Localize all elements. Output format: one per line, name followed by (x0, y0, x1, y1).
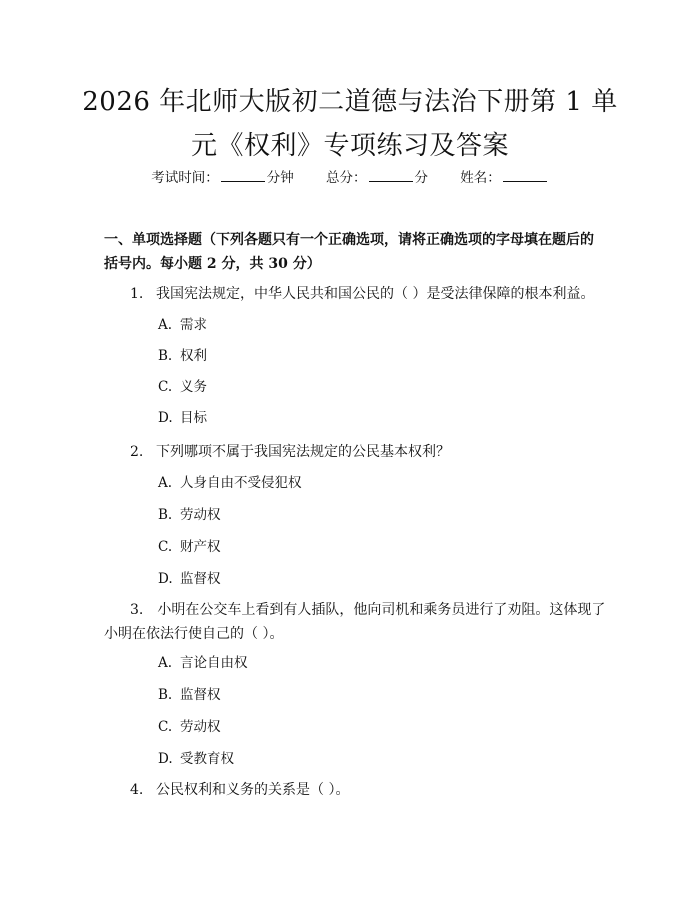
option-text: 监督权 (180, 687, 221, 703)
exam-info-line (0, 168, 700, 188)
option-text: 财产权 (180, 539, 221, 555)
question-2-option-a (158, 472, 302, 494)
option-letter: C. (158, 539, 173, 555)
question-number: 4. (130, 782, 144, 798)
question-1 (130, 282, 610, 306)
question-2 (130, 440, 610, 464)
question-3-option-b (158, 684, 221, 706)
option-letter: B. (158, 507, 173, 523)
option-text: 劳动权 (180, 507, 221, 523)
total-score-field (326, 168, 428, 188)
option-letter: A. (158, 317, 173, 333)
question-2-option-b (158, 504, 221, 526)
option-text: 权利 (180, 348, 207, 364)
question-3-option-d (158, 748, 234, 770)
option-letter: D. (158, 571, 173, 587)
option-text: 人身自由不受侵犯权 (180, 475, 302, 491)
question-2-option-d (158, 568, 221, 590)
question-3-option-a (158, 652, 248, 674)
question-4 (130, 778, 610, 802)
question-1-option-a (158, 314, 207, 336)
name-label: 姓名： (460, 170, 501, 186)
question-text: 小明在公交车上看到有人插队，他向司机和乘务员进行了劝阻。这体现了小明在依法行使自己的（ ）。 (104, 602, 606, 642)
total-score-label: 总分： (326, 170, 367, 186)
option-text: 义务 (180, 379, 207, 395)
question-number: 2. (130, 444, 144, 460)
question-1-option-d (158, 407, 207, 429)
question-text: 公民权利和义务的关系是（ ）。 (156, 782, 350, 798)
option-letter: C. (158, 719, 173, 735)
option-letter: D. (158, 410, 173, 426)
question-3 (104, 598, 614, 646)
option-letter: B. (158, 687, 173, 703)
question-text: 我国宪法规定，中华人民共和国公民的（ ）是受法律保障的根本利益。 (156, 286, 595, 302)
question-3-option-c (158, 716, 221, 738)
name-field (460, 168, 549, 188)
exam-time-unit: 分钟 (266, 170, 294, 186)
option-letter: A. (158, 475, 173, 491)
exam-time-label: 考试时间： (151, 170, 219, 186)
question-1-option-b (158, 345, 207, 367)
section-heading: 一、单项选择题（下列各题只有一个正确选项，请将正确选项的字母填在题后的括号内。每小题 2 分，共 30 分） (104, 232, 594, 272)
name-blank (503, 169, 547, 182)
total-score-blank (369, 169, 413, 182)
total-score-unit: 分 (414, 170, 428, 186)
exam-time-field (151, 168, 294, 188)
option-text: 目标 (180, 410, 207, 426)
question-text: 下列哪项不属于我国宪法规定的公民基本权利？ (156, 444, 450, 460)
question-number: 1. (130, 286, 144, 302)
option-text: 需求 (180, 317, 207, 333)
option-letter: C. (158, 379, 173, 395)
exam-time-blank (221, 169, 265, 182)
option-text: 劳动权 (180, 719, 221, 735)
question-1-option-c (158, 376, 207, 398)
document-title: 2026 年北师大版初二道德与法治下册第 1 单元《权利》专项练习及答案 (82, 87, 618, 161)
option-text: 言论自由权 (180, 655, 248, 671)
question-number: 3. (130, 602, 144, 618)
question-2-option-c (158, 536, 221, 558)
option-text: 监督权 (180, 571, 221, 587)
option-letter: D. (158, 751, 173, 767)
option-text: 受教育权 (180, 751, 234, 767)
option-letter: A. (158, 655, 173, 671)
option-letter: B. (158, 348, 173, 364)
